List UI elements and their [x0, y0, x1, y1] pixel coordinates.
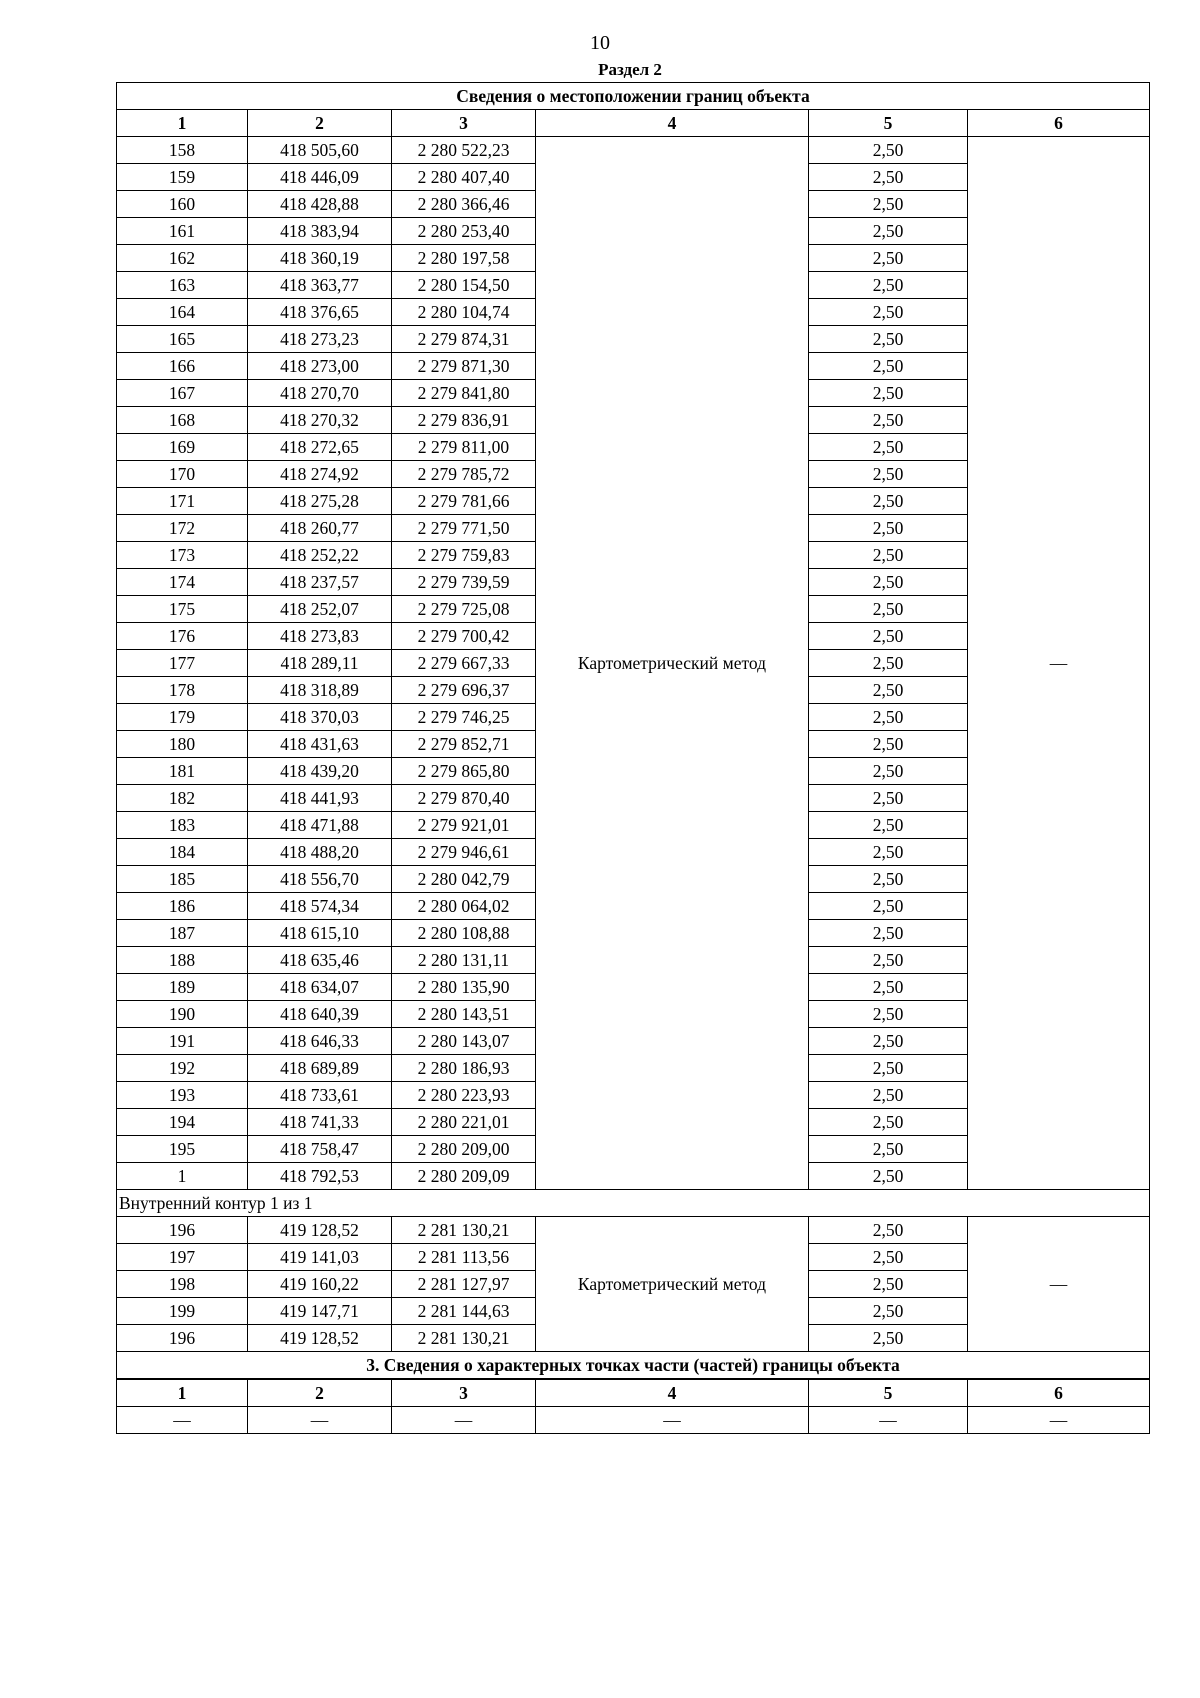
column-header: 3: [392, 110, 536, 137]
method-cell: Картометрический метод: [536, 137, 809, 1190]
point-number-cell: 183: [117, 812, 248, 839]
accuracy-cell: 2,50: [809, 893, 968, 920]
y-coordinate-cell: 2 279 785,72: [392, 461, 536, 488]
point-number-cell: 196: [117, 1325, 248, 1352]
page-number: 10: [590, 32, 610, 54]
column-header: 6: [968, 1379, 1150, 1407]
y-coordinate-cell: 2 279 921,01: [392, 812, 536, 839]
accuracy-cell: 2,50: [809, 1001, 968, 1028]
y-coordinate-cell: 2 279 781,66: [392, 488, 536, 515]
accuracy-cell: 2,50: [809, 569, 968, 596]
y-coordinate-cell: 2 280 366,46: [392, 191, 536, 218]
y-coordinate-cell: 2 280 522,23: [392, 137, 536, 164]
point-number-cell: 175: [117, 596, 248, 623]
accuracy-cell: 2,50: [809, 164, 968, 191]
point-number-cell: 182: [117, 785, 248, 812]
accuracy-cell: 2,50: [809, 137, 968, 164]
y-coordinate-cell: 2 281 113,56: [392, 1244, 536, 1271]
point-number-cell: 186: [117, 893, 248, 920]
x-coordinate-cell: 418 252,07: [248, 596, 392, 623]
point-number-cell: 180: [117, 731, 248, 758]
y-coordinate-cell: 2 279 696,37: [392, 677, 536, 704]
boundary-table: [116, 82, 1150, 1434]
x-coordinate-cell: 418 441,93: [248, 785, 392, 812]
accuracy-cell: 2,50: [809, 812, 968, 839]
point-number-cell: 170: [117, 461, 248, 488]
x-coordinate-cell: 418 252,22: [248, 542, 392, 569]
x-coordinate-cell: 418 270,32: [248, 407, 392, 434]
accuracy-cell: 2,50: [809, 839, 968, 866]
y-coordinate-cell: 2 280 209,09: [392, 1163, 536, 1190]
y-coordinate-cell: 2 280 223,93: [392, 1082, 536, 1109]
x-coordinate-cell: 418 363,77: [248, 272, 392, 299]
x-coordinate-cell: 418 431,63: [248, 731, 392, 758]
section3-title-row: [117, 1352, 1150, 1380]
point-number-cell: 191: [117, 1028, 248, 1055]
y-coordinate-cell: 2 279 865,80: [392, 758, 536, 785]
accuracy-cell: 2,50: [809, 1325, 968, 1352]
point-number-cell: 168: [117, 407, 248, 434]
x-coordinate-cell: 418 237,57: [248, 569, 392, 596]
x-coordinate-cell: 418 471,88: [248, 812, 392, 839]
y-coordinate-cell: 2 280 104,74: [392, 299, 536, 326]
point-number-cell: 161: [117, 218, 248, 245]
accuracy-cell: 2,50: [809, 731, 968, 758]
point-number-cell: 190: [117, 1001, 248, 1028]
inner-contour-row: [117, 1190, 1150, 1217]
x-coordinate-cell: 418 272,65: [248, 434, 392, 461]
y-coordinate-cell: 2 279 836,91: [392, 407, 536, 434]
accuracy-cell: 2,50: [809, 920, 968, 947]
accuracy-cell: 2,50: [809, 1244, 968, 1271]
accuracy-cell: 2,50: [809, 272, 968, 299]
column-header: 1: [117, 1379, 248, 1407]
accuracy-cell: 2,50: [809, 515, 968, 542]
point-number-cell: 195: [117, 1136, 248, 1163]
x-coordinate-cell: 418 556,70: [248, 866, 392, 893]
y-coordinate-cell: 2 279 874,31: [392, 326, 536, 353]
y-coordinate-cell: 2 279 746,25: [392, 704, 536, 731]
x-coordinate-cell: 419 128,52: [248, 1325, 392, 1352]
accuracy-cell: 2,50: [809, 1028, 968, 1055]
x-coordinate-cell: 419 147,71: [248, 1298, 392, 1325]
column-header: 2: [248, 110, 392, 137]
point-number-cell: 162: [117, 245, 248, 272]
column-header: 3: [392, 1379, 536, 1407]
point-number-cell: 188: [117, 947, 248, 974]
accuracy-cell: 2,50: [809, 488, 968, 515]
x-coordinate-cell: 418 792,53: [248, 1163, 392, 1190]
accuracy-cell: 2,50: [809, 299, 968, 326]
x-coordinate-cell: 418 273,23: [248, 326, 392, 353]
y-coordinate-cell: 2 279 811,00: [392, 434, 536, 461]
accuracy-cell: 2,50: [809, 1055, 968, 1082]
y-coordinate-cell: 2 280 407,40: [392, 164, 536, 191]
accuracy-cell: 2,50: [809, 191, 968, 218]
y-coordinate-cell: 2 280 221,01: [392, 1109, 536, 1136]
y-coordinate-cell: 2 280 143,51: [392, 1001, 536, 1028]
x-coordinate-cell: 418 289,11: [248, 650, 392, 677]
y-coordinate-cell: 2 280 197,58: [392, 245, 536, 272]
inner-contour-label: Внутренний контур 1 из 1: [117, 1190, 1150, 1217]
point-number-cell: 198: [117, 1271, 248, 1298]
accuracy-cell: 2,50: [809, 1271, 968, 1298]
y-coordinate-cell: 2 280 154,50: [392, 272, 536, 299]
description-cell: —: [968, 137, 1150, 1190]
y-coordinate-cell: 2 280 042,79: [392, 866, 536, 893]
x-coordinate-cell: 418 741,33: [248, 1109, 392, 1136]
x-coordinate-cell: 418 270,70: [248, 380, 392, 407]
accuracy-cell: 2,50: [809, 245, 968, 272]
x-coordinate-cell: 419 128,52: [248, 1217, 392, 1244]
x-coordinate-cell: 418 273,00: [248, 353, 392, 380]
point-number-cell: 193: [117, 1082, 248, 1109]
accuracy-cell: 2,50: [809, 1298, 968, 1325]
y-coordinate-cell: 2 279 771,50: [392, 515, 536, 542]
accuracy-cell: 2,50: [809, 326, 968, 353]
y-coordinate-cell: 2 281 130,21: [392, 1325, 536, 1352]
x-coordinate-cell: 418 574,34: [248, 893, 392, 920]
y-coordinate-cell: 2 281 130,21: [392, 1217, 536, 1244]
y-coordinate-cell: 2 280 064,02: [392, 893, 536, 920]
accuracy-cell: 2,50: [809, 542, 968, 569]
accuracy-cell: 2,50: [809, 1082, 968, 1109]
empty-value-cell: —: [536, 1407, 809, 1434]
accuracy-cell: 2,50: [809, 623, 968, 650]
y-coordinate-cell: 2 279 946,61: [392, 839, 536, 866]
x-coordinate-cell: 418 634,07: [248, 974, 392, 1001]
point-number-cell: 184: [117, 839, 248, 866]
y-coordinate-cell: 2 280 131,11: [392, 947, 536, 974]
column-header: 4: [536, 1379, 809, 1407]
table-row: [117, 1217, 1150, 1244]
accuracy-cell: 2,50: [809, 866, 968, 893]
x-coordinate-cell: 418 689,89: [248, 1055, 392, 1082]
column-header: 6: [968, 110, 1150, 137]
accuracy-cell: 2,50: [809, 1217, 968, 1244]
column-header: 5: [809, 1379, 968, 1407]
x-coordinate-cell: 418 615,10: [248, 920, 392, 947]
y-coordinate-cell: 2 280 108,88: [392, 920, 536, 947]
point-number-cell: 165: [117, 326, 248, 353]
x-coordinate-cell: 418 488,20: [248, 839, 392, 866]
point-number-cell: 173: [117, 542, 248, 569]
point-number-cell: 177: [117, 650, 248, 677]
point-number-cell: 167: [117, 380, 248, 407]
x-coordinate-cell: 418 275,28: [248, 488, 392, 515]
point-number-cell: 196: [117, 1217, 248, 1244]
x-coordinate-cell: 419 141,03: [248, 1244, 392, 1271]
method-cell: Картометрический метод: [536, 1217, 809, 1352]
accuracy-cell: 2,50: [809, 1136, 968, 1163]
point-number-cell: 189: [117, 974, 248, 1001]
empty-value-cell: —: [117, 1407, 248, 1434]
section3-header-row: [117, 1379, 1150, 1407]
point-number-cell: 158: [117, 137, 248, 164]
accuracy-cell: 2,50: [809, 461, 968, 488]
accuracy-cell: 2,50: [809, 596, 968, 623]
y-coordinate-cell: 2 280 186,93: [392, 1055, 536, 1082]
x-coordinate-cell: 418 273,83: [248, 623, 392, 650]
column-header: 1: [117, 110, 248, 137]
point-number-cell: 194: [117, 1109, 248, 1136]
column-header: 5: [809, 110, 968, 137]
point-number-cell: 160: [117, 191, 248, 218]
x-coordinate-cell: 418 360,19: [248, 245, 392, 272]
x-coordinate-cell: 418 318,89: [248, 677, 392, 704]
point-number-cell: 166: [117, 353, 248, 380]
accuracy-cell: 2,50: [809, 353, 968, 380]
point-number-cell: 187: [117, 920, 248, 947]
y-coordinate-cell: 2 279 852,71: [392, 731, 536, 758]
point-number-cell: 178: [117, 677, 248, 704]
y-coordinate-cell: 2 279 870,40: [392, 785, 536, 812]
point-number-cell: 176: [117, 623, 248, 650]
x-coordinate-cell: 418 758,47: [248, 1136, 392, 1163]
point-number-cell: 159: [117, 164, 248, 191]
empty-value-cell: —: [968, 1407, 1150, 1434]
y-coordinate-cell: 2 280 143,07: [392, 1028, 536, 1055]
point-number-cell: 172: [117, 515, 248, 542]
accuracy-cell: 2,50: [809, 758, 968, 785]
y-coordinate-cell: 2 279 841,80: [392, 380, 536, 407]
point-number-cell: 192: [117, 1055, 248, 1082]
accuracy-cell: 2,50: [809, 704, 968, 731]
x-coordinate-cell: 418 383,94: [248, 218, 392, 245]
section3-title: 3. Сведения о характерных точках части (частей) границы объекта: [117, 1352, 1150, 1380]
y-coordinate-cell: 2 279 700,42: [392, 623, 536, 650]
x-coordinate-cell: 418 635,46: [248, 947, 392, 974]
y-coordinate-cell: 2 280 135,90: [392, 974, 536, 1001]
accuracy-cell: 2,50: [809, 218, 968, 245]
accuracy-cell: 2,50: [809, 785, 968, 812]
y-coordinate-cell: 2 281 127,97: [392, 1271, 536, 1298]
accuracy-cell: 2,50: [809, 974, 968, 1001]
x-coordinate-cell: 418 370,03: [248, 704, 392, 731]
y-coordinate-cell: 2 279 871,30: [392, 353, 536, 380]
section-label: Раздел 2: [598, 60, 662, 79]
x-coordinate-cell: 418 439,20: [248, 758, 392, 785]
point-number-cell: 197: [117, 1244, 248, 1271]
x-coordinate-cell: 418 260,77: [248, 515, 392, 542]
accuracy-cell: 2,50: [809, 947, 968, 974]
y-coordinate-cell: 2 279 759,83: [392, 542, 536, 569]
y-coordinate-cell: 2 280 253,40: [392, 218, 536, 245]
point-number-cell: 163: [117, 272, 248, 299]
column-header: 2: [248, 1379, 392, 1407]
column-header-row: [117, 110, 1150, 137]
empty-value-cell: —: [809, 1407, 968, 1434]
accuracy-cell: 2,50: [809, 407, 968, 434]
x-coordinate-cell: 418 428,88: [248, 191, 392, 218]
accuracy-cell: 2,50: [809, 434, 968, 461]
x-coordinate-cell: 418 733,61: [248, 1082, 392, 1109]
accuracy-cell: 2,50: [809, 1109, 968, 1136]
accuracy-cell: 2,50: [809, 380, 968, 407]
x-coordinate-cell: 418 376,65: [248, 299, 392, 326]
x-coordinate-cell: 418 646,33: [248, 1028, 392, 1055]
point-number-cell: 169: [117, 434, 248, 461]
point-number-cell: 171: [117, 488, 248, 515]
table-title: Сведения о местоположении границ объекта: [117, 83, 1150, 110]
point-number-cell: 164: [117, 299, 248, 326]
point-number-cell: 1: [117, 1163, 248, 1190]
table-row: [117, 1407, 1150, 1434]
y-coordinate-cell: 2 279 667,33: [392, 650, 536, 677]
y-coordinate-cell: 2 281 144,63: [392, 1298, 536, 1325]
point-number-cell: 181: [117, 758, 248, 785]
point-number-cell: 179: [117, 704, 248, 731]
point-number-cell: 199: [117, 1298, 248, 1325]
y-coordinate-cell: 2 280 209,00: [392, 1136, 536, 1163]
column-header: 4: [536, 110, 809, 137]
x-coordinate-cell: 418 274,92: [248, 461, 392, 488]
accuracy-cell: 2,50: [809, 677, 968, 704]
x-coordinate-cell: 418 505,60: [248, 137, 392, 164]
table-row: [117, 137, 1150, 164]
point-number-cell: 185: [117, 866, 248, 893]
x-coordinate-cell: 418 640,39: [248, 1001, 392, 1028]
y-coordinate-cell: 2 279 725,08: [392, 596, 536, 623]
point-number-cell: 174: [117, 569, 248, 596]
empty-value-cell: —: [392, 1407, 536, 1434]
description-cell: —: [968, 1217, 1150, 1352]
accuracy-cell: 2,50: [809, 650, 968, 677]
x-coordinate-cell: 419 160,22: [248, 1271, 392, 1298]
empty-value-cell: —: [248, 1407, 392, 1434]
x-coordinate-cell: 418 446,09: [248, 164, 392, 191]
accuracy-cell: 2,50: [809, 1163, 968, 1190]
y-coordinate-cell: 2 279 739,59: [392, 569, 536, 596]
